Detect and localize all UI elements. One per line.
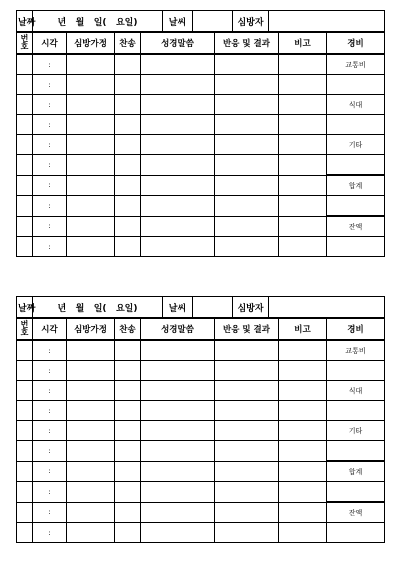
number-cell[interactable]	[17, 502, 33, 523]
table-row	[17, 95, 385, 115]
scripture-cell[interactable]	[141, 95, 215, 115]
expense-cell[interactable]: 교통비	[327, 340, 385, 361]
visit-form-top	[16, 10, 384, 257]
visitor-field[interactable]	[269, 11, 385, 32]
number-cell[interactable]	[17, 95, 33, 115]
time-cell[interactable]: :	[33, 340, 67, 361]
family-cell[interactable]	[67, 155, 115, 176]
form-info-table	[16, 10, 385, 32]
header-family: 심방가정	[67, 33, 115, 55]
result-cell[interactable]	[215, 381, 279, 401]
number-cell[interactable]	[17, 135, 33, 155]
result-cell[interactable]	[215, 340, 279, 361]
time-cell[interactable]: :	[33, 54, 67, 75]
result-cell[interactable]	[215, 196, 279, 217]
header-number: 번호	[17, 319, 33, 341]
hymn-cell[interactable]	[115, 340, 141, 361]
table-row	[17, 175, 385, 196]
weather-field[interactable]	[193, 11, 233, 32]
time-cell[interactable]: :	[33, 482, 67, 503]
expense-cell[interactable]	[327, 401, 385, 421]
table-row	[17, 75, 385, 95]
hymn-cell[interactable]	[115, 361, 141, 381]
note-cell[interactable]	[279, 54, 327, 75]
hymn-cell[interactable]	[115, 135, 141, 155]
scripture-cell[interactable]	[141, 196, 215, 217]
number-cell[interactable]	[17, 401, 33, 421]
table-row	[17, 482, 385, 503]
time-cell[interactable]: :	[33, 175, 67, 196]
visitor-field[interactable]	[269, 297, 385, 318]
header-result: 반응 및 결과	[215, 319, 279, 341]
expense-cell[interactable]	[327, 523, 385, 543]
table-row	[17, 461, 385, 482]
note-cell[interactable]	[279, 340, 327, 361]
time-cell[interactable]: :	[33, 216, 67, 237]
time-cell[interactable]: :	[33, 401, 67, 421]
number-cell[interactable]	[17, 441, 33, 462]
number-cell[interactable]	[17, 54, 33, 75]
header-expense: 경비	[327, 33, 385, 55]
number-cell[interactable]	[17, 175, 33, 196]
family-cell[interactable]	[67, 482, 115, 503]
visitor-label: 심방자	[233, 11, 269, 32]
form-info-table	[16, 296, 385, 318]
scripture-cell[interactable]	[141, 115, 215, 135]
hymn-cell[interactable]	[115, 75, 141, 95]
number-cell[interactable]	[17, 523, 33, 543]
family-cell[interactable]	[67, 175, 115, 196]
result-cell[interactable]	[215, 54, 279, 75]
date-fields[interactable]: 년 월 일( 요일)	[33, 297, 163, 318]
hymn-cell[interactable]	[115, 482, 141, 503]
family-cell[interactable]	[67, 461, 115, 482]
expense-cell[interactable]	[327, 155, 385, 176]
note-cell[interactable]	[279, 216, 327, 237]
note-cell[interactable]	[279, 361, 327, 381]
header-result: 반응 및 결과	[215, 33, 279, 55]
expense-cell[interactable]: 합계	[327, 175, 385, 196]
time-cell[interactable]: :	[33, 95, 67, 115]
header-hymn: 찬송	[115, 33, 141, 55]
visit-log-table	[16, 318, 385, 543]
note-cell[interactable]	[279, 502, 327, 523]
family-cell[interactable]	[67, 237, 115, 257]
family-cell[interactable]	[67, 340, 115, 361]
result-cell[interactable]	[215, 237, 279, 257]
hymn-cell[interactable]	[115, 421, 141, 441]
scripture-cell[interactable]	[141, 421, 215, 441]
note-cell[interactable]	[279, 115, 327, 135]
hymn-cell[interactable]	[115, 95, 141, 115]
family-cell[interactable]	[67, 135, 115, 155]
time-cell[interactable]: :	[33, 75, 67, 95]
visit-rows	[17, 54, 385, 257]
weather-label: 날씨	[163, 297, 193, 318]
scripture-cell[interactable]	[141, 155, 215, 176]
note-cell[interactable]	[279, 461, 327, 482]
number-cell[interactable]	[17, 237, 33, 257]
time-cell[interactable]: :	[33, 155, 67, 176]
header-scripture: 성경말씀	[141, 319, 215, 341]
hymn-cell[interactable]	[115, 216, 141, 237]
family-cell[interactable]	[67, 502, 115, 523]
time-cell[interactable]: :	[33, 421, 67, 441]
family-cell[interactable]	[67, 401, 115, 421]
table-row	[17, 115, 385, 135]
family-cell[interactable]	[67, 523, 115, 543]
time-cell[interactable]: :	[33, 115, 67, 135]
scripture-cell[interactable]	[141, 75, 215, 95]
time-cell[interactable]: :	[33, 361, 67, 381]
table-row	[17, 54, 385, 75]
header-hymn: 찬송	[115, 319, 141, 341]
expense-cell[interactable]: 교통비	[327, 54, 385, 75]
family-cell[interactable]	[67, 196, 115, 217]
note-cell[interactable]	[279, 421, 327, 441]
header-expense: 경비	[327, 319, 385, 341]
number-cell[interactable]	[17, 421, 33, 441]
header-note: 비고	[279, 319, 327, 341]
weather-label: 날씨	[163, 11, 193, 32]
scripture-cell[interactable]	[141, 175, 215, 196]
scripture-cell[interactable]	[141, 361, 215, 381]
date-label: 날짜	[17, 297, 33, 318]
number-cell[interactable]	[17, 461, 33, 482]
date-fields[interactable]: 년 월 일( 요일)	[33, 11, 163, 32]
result-cell[interactable]	[215, 175, 279, 196]
note-cell[interactable]	[279, 237, 327, 257]
expense-cell[interactable]: 잔액	[327, 216, 385, 237]
hymn-cell[interactable]	[115, 381, 141, 401]
family-cell[interactable]	[67, 441, 115, 462]
expense-cell[interactable]: 식대	[327, 95, 385, 115]
number-cell[interactable]	[17, 115, 33, 135]
scripture-cell[interactable]	[141, 482, 215, 503]
header-number: 번호	[17, 33, 33, 55]
result-cell[interactable]	[215, 502, 279, 523]
family-cell[interactable]	[67, 115, 115, 135]
visit-rows	[17, 340, 385, 543]
expense-cell[interactable]	[327, 115, 385, 135]
number-cell[interactable]	[17, 381, 33, 401]
hymn-cell[interactable]	[115, 523, 141, 543]
result-cell[interactable]	[215, 95, 279, 115]
note-cell[interactable]	[279, 135, 327, 155]
date-label: 날짜	[17, 11, 33, 32]
table-row	[17, 135, 385, 155]
expense-cell[interactable]: 식대	[327, 381, 385, 401]
table-row	[17, 361, 385, 381]
scripture-cell[interactable]	[141, 523, 215, 543]
time-cell[interactable]: :	[33, 461, 67, 482]
scripture-cell[interactable]	[141, 401, 215, 421]
hymn-cell[interactable]	[115, 461, 141, 482]
note-cell[interactable]	[279, 381, 327, 401]
note-cell[interactable]	[279, 196, 327, 217]
note-cell[interactable]	[279, 175, 327, 196]
scripture-cell[interactable]	[141, 461, 215, 482]
table-row	[17, 216, 385, 237]
time-cell[interactable]: :	[33, 381, 67, 401]
scripture-cell[interactable]	[141, 237, 215, 257]
result-cell[interactable]	[215, 216, 279, 237]
expense-cell[interactable]	[327, 196, 385, 217]
hymn-cell[interactable]	[115, 502, 141, 523]
table-row	[17, 441, 385, 462]
table-row	[17, 155, 385, 176]
number-cell[interactable]	[17, 340, 33, 361]
table-row	[17, 421, 385, 441]
family-cell[interactable]	[67, 361, 115, 381]
note-cell[interactable]	[279, 441, 327, 462]
scripture-cell[interactable]	[141, 381, 215, 401]
note-cell[interactable]	[279, 401, 327, 421]
table-row	[17, 237, 385, 257]
scripture-cell[interactable]	[141, 135, 215, 155]
hymn-cell[interactable]	[115, 196, 141, 217]
result-cell[interactable]	[215, 155, 279, 176]
result-cell[interactable]	[215, 361, 279, 381]
header-note: 비고	[279, 33, 327, 55]
expense-cell[interactable]	[327, 75, 385, 95]
table-row	[17, 502, 385, 523]
note-cell[interactable]	[279, 523, 327, 543]
hymn-cell[interactable]	[115, 115, 141, 135]
header-family: 심방가정	[67, 319, 115, 341]
result-cell[interactable]	[215, 75, 279, 95]
expense-cell[interactable]: 잔액	[327, 502, 385, 523]
result-cell[interactable]	[215, 401, 279, 421]
family-cell[interactable]	[67, 216, 115, 237]
time-cell[interactable]: :	[33, 502, 67, 523]
number-cell[interactable]	[17, 482, 33, 503]
visitor-label: 심방자	[233, 297, 269, 318]
family-cell[interactable]	[67, 421, 115, 441]
time-cell[interactable]: :	[33, 237, 67, 257]
time-cell[interactable]: :	[33, 523, 67, 543]
family-cell[interactable]	[67, 54, 115, 75]
hymn-cell[interactable]	[115, 401, 141, 421]
time-cell[interactable]: :	[33, 196, 67, 217]
expense-cell[interactable]	[327, 441, 385, 462]
table-row	[17, 381, 385, 401]
note-cell[interactable]	[279, 95, 327, 115]
expense-cell[interactable]: 기타	[327, 135, 385, 155]
expense-cell[interactable]	[327, 237, 385, 257]
result-cell[interactable]	[215, 461, 279, 482]
result-cell[interactable]	[215, 135, 279, 155]
expense-cell[interactable]: 기타	[327, 421, 385, 441]
number-cell[interactable]	[17, 155, 33, 176]
table-row	[17, 523, 385, 543]
header-scripture: 성경말씀	[141, 33, 215, 55]
hymn-cell[interactable]	[115, 155, 141, 176]
header-time: 시각	[33, 319, 67, 341]
expense-cell[interactable]	[327, 361, 385, 381]
result-cell[interactable]	[215, 441, 279, 462]
time-cell[interactable]: :	[33, 135, 67, 155]
result-cell[interactable]	[215, 421, 279, 441]
scripture-cell[interactable]	[141, 441, 215, 462]
weather-field[interactable]	[193, 297, 233, 318]
table-row	[17, 340, 385, 361]
table-row	[17, 401, 385, 421]
scripture-cell[interactable]	[141, 54, 215, 75]
visit-form-bottom	[16, 296, 384, 543]
number-cell[interactable]	[17, 196, 33, 217]
expense-cell[interactable]: 합계	[327, 461, 385, 482]
scripture-cell[interactable]	[141, 340, 215, 361]
number-cell[interactable]	[17, 75, 33, 95]
hymn-cell[interactable]	[115, 175, 141, 196]
family-cell[interactable]	[67, 95, 115, 115]
hymn-cell[interactable]	[115, 441, 141, 462]
table-row	[17, 196, 385, 217]
expense-cell[interactable]	[327, 482, 385, 503]
hymn-cell[interactable]	[115, 54, 141, 75]
scripture-cell[interactable]	[141, 502, 215, 523]
note-cell[interactable]	[279, 75, 327, 95]
family-cell[interactable]	[67, 381, 115, 401]
result-cell[interactable]	[215, 523, 279, 543]
scripture-cell[interactable]	[141, 216, 215, 237]
result-cell[interactable]	[215, 482, 279, 503]
number-cell[interactable]	[17, 361, 33, 381]
hymn-cell[interactable]	[115, 237, 141, 257]
time-cell[interactable]: :	[33, 441, 67, 462]
header-time: 시각	[33, 33, 67, 55]
note-cell[interactable]	[279, 482, 327, 503]
family-cell[interactable]	[67, 75, 115, 95]
visit-log-table	[16, 32, 385, 257]
number-cell[interactable]	[17, 216, 33, 237]
result-cell[interactable]	[215, 115, 279, 135]
note-cell[interactable]	[279, 155, 327, 176]
